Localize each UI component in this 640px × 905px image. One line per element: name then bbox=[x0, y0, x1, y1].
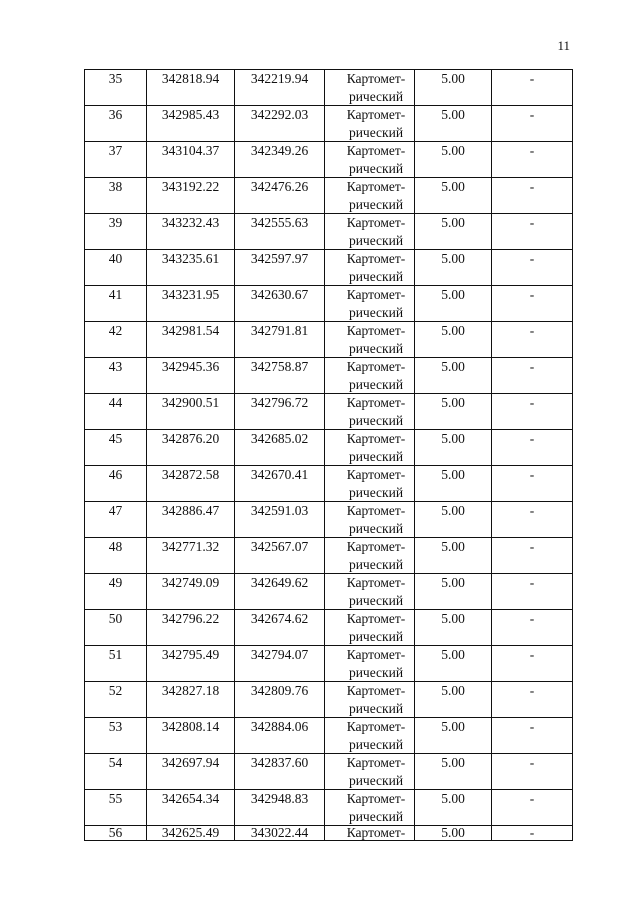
coord-x-cell: 343231.95 bbox=[147, 286, 235, 322]
coord-y-cell: 342630.67 bbox=[235, 286, 325, 322]
table-row bbox=[85, 718, 573, 754]
method-cell: Картомет- рический bbox=[325, 358, 415, 394]
coord-x-cell: 342872.58 bbox=[147, 466, 235, 502]
coord-y-cell: 342837.60 bbox=[235, 754, 325, 790]
error-cell: 5.00 bbox=[415, 286, 492, 322]
method-cell: Картомет- рический bbox=[325, 250, 415, 286]
coord-y-cell: 342794.07 bbox=[235, 646, 325, 682]
coord-x-cell: 342771.32 bbox=[147, 538, 235, 574]
note-cell: - bbox=[492, 754, 573, 790]
error-cell: 5.00 bbox=[415, 610, 492, 646]
table-row bbox=[85, 682, 573, 718]
point-number-cell: 42 bbox=[85, 322, 147, 358]
coord-x-cell: 342981.54 bbox=[147, 322, 235, 358]
error-cell: 5.00 bbox=[415, 502, 492, 538]
table-row bbox=[85, 178, 573, 214]
point-number-cell: 53 bbox=[85, 718, 147, 754]
note-cell: - bbox=[492, 106, 573, 142]
error-cell: 5.00 bbox=[415, 70, 492, 106]
table-row bbox=[85, 466, 573, 502]
error-cell: 5.00 bbox=[415, 430, 492, 466]
note-cell: - bbox=[492, 178, 573, 214]
note-cell: - bbox=[492, 358, 573, 394]
note-cell: - bbox=[492, 610, 573, 646]
point-number-cell: 43 bbox=[85, 358, 147, 394]
table-row bbox=[85, 358, 573, 394]
error-cell: 5.00 bbox=[415, 718, 492, 754]
coord-x-cell: 342876.20 bbox=[147, 430, 235, 466]
note-cell: - bbox=[492, 538, 573, 574]
note-cell: - bbox=[492, 430, 573, 466]
coord-y-cell: 342219.94 bbox=[235, 70, 325, 106]
coord-y-cell: 342674.62 bbox=[235, 610, 325, 646]
point-number-cell: 47 bbox=[85, 502, 147, 538]
error-cell: 5.00 bbox=[415, 538, 492, 574]
point-number-cell: 39 bbox=[85, 214, 147, 250]
table-row bbox=[85, 142, 573, 178]
table-row bbox=[85, 250, 573, 286]
method-cell: Картомет- рический bbox=[325, 430, 415, 466]
coord-y-cell: 342349.26 bbox=[235, 142, 325, 178]
error-cell: 5.00 bbox=[415, 466, 492, 502]
error-cell: 5.00 bbox=[415, 106, 492, 142]
point-number-cell: 35 bbox=[85, 70, 147, 106]
coord-x-cell: 342827.18 bbox=[147, 682, 235, 718]
method-cell: Картомет- рический bbox=[325, 214, 415, 250]
table-body bbox=[85, 70, 573, 841]
error-cell: 5.00 bbox=[415, 394, 492, 430]
coord-x-cell: 343104.37 bbox=[147, 142, 235, 178]
error-cell: 5.00 bbox=[415, 574, 492, 610]
table-row bbox=[85, 610, 573, 646]
note-cell: - bbox=[492, 646, 573, 682]
coord-x-cell: 342749.09 bbox=[147, 574, 235, 610]
method-cell: Картомет- рический bbox=[325, 790, 415, 826]
point-number-cell: 36 bbox=[85, 106, 147, 142]
table-row bbox=[85, 214, 573, 250]
note-cell: - bbox=[492, 790, 573, 826]
coord-y-cell: 342292.03 bbox=[235, 106, 325, 142]
note-cell: - bbox=[492, 142, 573, 178]
point-number-cell: 46 bbox=[85, 466, 147, 502]
coord-y-cell: 342649.62 bbox=[235, 574, 325, 610]
method-cell: Картомет- рический bbox=[325, 106, 415, 142]
table-row bbox=[85, 790, 573, 826]
table-row bbox=[85, 430, 573, 466]
table-row bbox=[85, 502, 573, 538]
note-cell: - bbox=[492, 322, 573, 358]
coord-y-cell: 342884.06 bbox=[235, 718, 325, 754]
coord-x-cell: 343232.43 bbox=[147, 214, 235, 250]
method-cell: Картомет- рический bbox=[325, 286, 415, 322]
point-number-cell: 38 bbox=[85, 178, 147, 214]
note-cell: - bbox=[492, 250, 573, 286]
coord-y-cell: 342948.83 bbox=[235, 790, 325, 826]
point-number-cell: 48 bbox=[85, 538, 147, 574]
point-number-cell: 56 bbox=[85, 826, 147, 841]
method-cell: Картомет- рический bbox=[325, 574, 415, 610]
coord-y-cell: 342670.41 bbox=[235, 466, 325, 502]
coord-x-cell: 342654.34 bbox=[147, 790, 235, 826]
method-cell: Картомет- рический bbox=[325, 70, 415, 106]
page-number: 11 bbox=[557, 38, 570, 53]
table-row bbox=[85, 538, 573, 574]
method-cell: Картомет- рический bbox=[325, 538, 415, 574]
point-number-cell: 44 bbox=[85, 394, 147, 430]
method-cell: Картомет- рический bbox=[325, 646, 415, 682]
coord-y-cell: 342758.87 bbox=[235, 358, 325, 394]
coord-x-cell: 342697.94 bbox=[147, 754, 235, 790]
point-number-cell: 50 bbox=[85, 610, 147, 646]
coord-x-cell: 342796.22 bbox=[147, 610, 235, 646]
coord-x-cell: 342818.94 bbox=[147, 70, 235, 106]
coord-x-cell: 342900.51 bbox=[147, 394, 235, 430]
coord-y-cell: 342809.76 bbox=[235, 682, 325, 718]
error-cell: 5.00 bbox=[415, 322, 492, 358]
point-number-cell: 51 bbox=[85, 646, 147, 682]
coord-x-cell: 343235.61 bbox=[147, 250, 235, 286]
coord-y-cell: 343022.44 bbox=[235, 826, 325, 841]
table-row bbox=[85, 574, 573, 610]
point-number-cell: 55 bbox=[85, 790, 147, 826]
method-cell: Картомет- рический bbox=[325, 754, 415, 790]
table-row bbox=[85, 286, 573, 322]
table-row bbox=[85, 322, 573, 358]
coord-y-cell: 342791.81 bbox=[235, 322, 325, 358]
error-cell: 5.00 bbox=[415, 754, 492, 790]
coord-x-cell: 342808.14 bbox=[147, 718, 235, 754]
method-cell: Картомет- bbox=[325, 826, 415, 841]
point-number-cell: 45 bbox=[85, 430, 147, 466]
error-cell: 5.00 bbox=[415, 358, 492, 394]
note-cell: - bbox=[492, 718, 573, 754]
note-cell: - bbox=[492, 682, 573, 718]
method-cell: Картомет- рический bbox=[325, 466, 415, 502]
table-row bbox=[85, 646, 573, 682]
note-cell: - bbox=[492, 214, 573, 250]
note-cell: - bbox=[492, 394, 573, 430]
coord-x-cell: 342625.49 bbox=[147, 826, 235, 841]
table-row bbox=[85, 70, 573, 106]
point-number-cell: 41 bbox=[85, 286, 147, 322]
coord-y-cell: 342591.03 bbox=[235, 502, 325, 538]
coord-x-cell: 342886.47 bbox=[147, 502, 235, 538]
method-cell: Картомет- рический bbox=[325, 394, 415, 430]
method-cell: Картомет- рический bbox=[325, 322, 415, 358]
coord-x-cell: 343192.22 bbox=[147, 178, 235, 214]
table-row bbox=[85, 106, 573, 142]
coord-y-cell: 342555.63 bbox=[235, 214, 325, 250]
error-cell: 5.00 bbox=[415, 142, 492, 178]
method-cell: Картомет- рический bbox=[325, 142, 415, 178]
coord-y-cell: 342796.72 bbox=[235, 394, 325, 430]
error-cell: 5.00 bbox=[415, 682, 492, 718]
coord-x-cell: 342985.43 bbox=[147, 106, 235, 142]
table-row bbox=[85, 754, 573, 790]
method-cell: Картомет- рический bbox=[325, 682, 415, 718]
coord-x-cell: 342795.49 bbox=[147, 646, 235, 682]
error-cell: 5.00 bbox=[415, 646, 492, 682]
method-cell: Картомет- рический bbox=[325, 178, 415, 214]
coord-y-cell: 342567.07 bbox=[235, 538, 325, 574]
note-cell: - bbox=[492, 502, 573, 538]
point-number-cell: 52 bbox=[85, 682, 147, 718]
point-number-cell: 37 bbox=[85, 142, 147, 178]
coord-x-cell: 342945.36 bbox=[147, 358, 235, 394]
error-cell: 5.00 bbox=[415, 826, 492, 841]
error-cell: 5.00 bbox=[415, 214, 492, 250]
error-cell: 5.00 bbox=[415, 178, 492, 214]
coordinates-table bbox=[84, 69, 573, 841]
table-row bbox=[85, 394, 573, 430]
note-cell: - bbox=[492, 466, 573, 502]
point-number-cell: 54 bbox=[85, 754, 147, 790]
table-row bbox=[85, 826, 573, 841]
coord-y-cell: 342597.97 bbox=[235, 250, 325, 286]
method-cell: Картомет- рический bbox=[325, 502, 415, 538]
method-cell: Картомет- рический bbox=[325, 718, 415, 754]
point-number-cell: 49 bbox=[85, 574, 147, 610]
note-cell: - bbox=[492, 826, 573, 841]
coord-y-cell: 342685.02 bbox=[235, 430, 325, 466]
note-cell: - bbox=[492, 70, 573, 106]
method-cell: Картомет- рический bbox=[325, 610, 415, 646]
note-cell: - bbox=[492, 286, 573, 322]
error-cell: 5.00 bbox=[415, 790, 492, 826]
note-cell: - bbox=[492, 574, 573, 610]
error-cell: 5.00 bbox=[415, 250, 492, 286]
point-number-cell: 40 bbox=[85, 250, 147, 286]
coord-y-cell: 342476.26 bbox=[235, 178, 325, 214]
